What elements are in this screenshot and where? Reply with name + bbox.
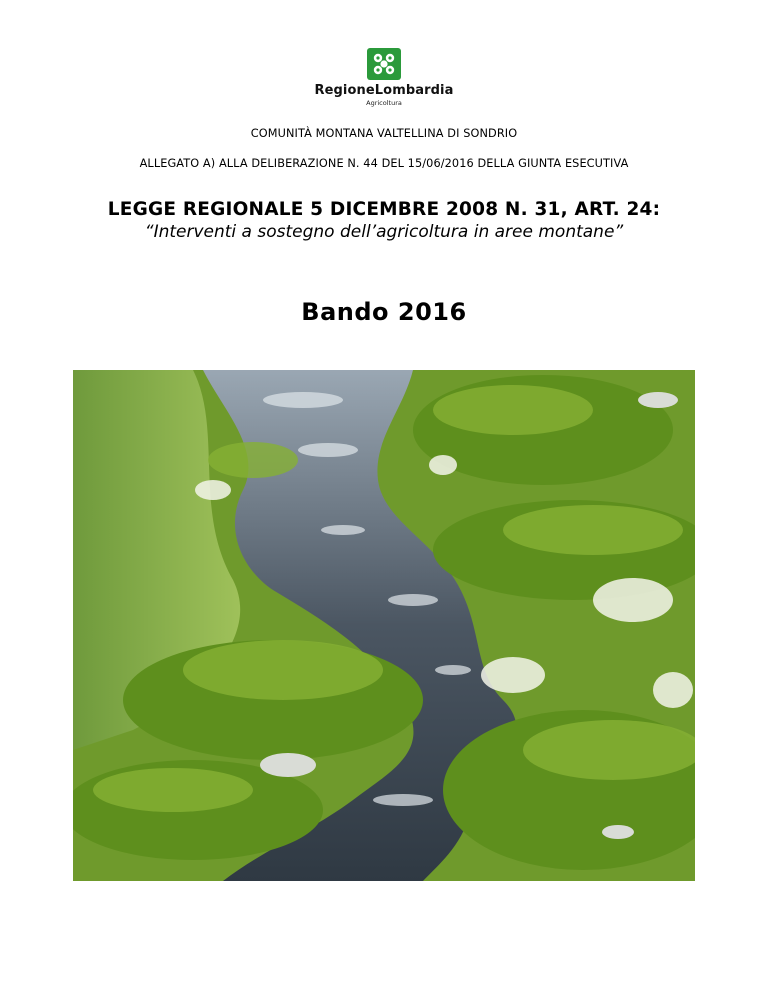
mountain-stream-moss-photo: [73, 370, 695, 881]
lombardia-rose-icon: [367, 48, 401, 80]
annex-line: ALLEGATO A) ALLA DELIBERAZIONE N. 44 DEL 15/06/2016 DELLA GIUNTA ESECUTIVA: [139, 157, 629, 170]
logo-subtitle: Agricoltura: [366, 99, 402, 107]
call-title: Bando 2016: [301, 298, 467, 326]
regione-lombardia-logo: [300, 48, 468, 112]
law-subtitle: “Interventi a sostegno dell’agricoltura in aree montane”: [144, 222, 624, 242]
law-title: LEGGE REGIONALE 5 DICEMBRE 2008 N. 31, ART. 24:: [107, 199, 661, 220]
organization-name: COMUNITÀ MONTANA VALTELLINA DI SONDRIO: [250, 127, 518, 140]
logo-name: RegioneLombardia: [314, 83, 454, 98]
